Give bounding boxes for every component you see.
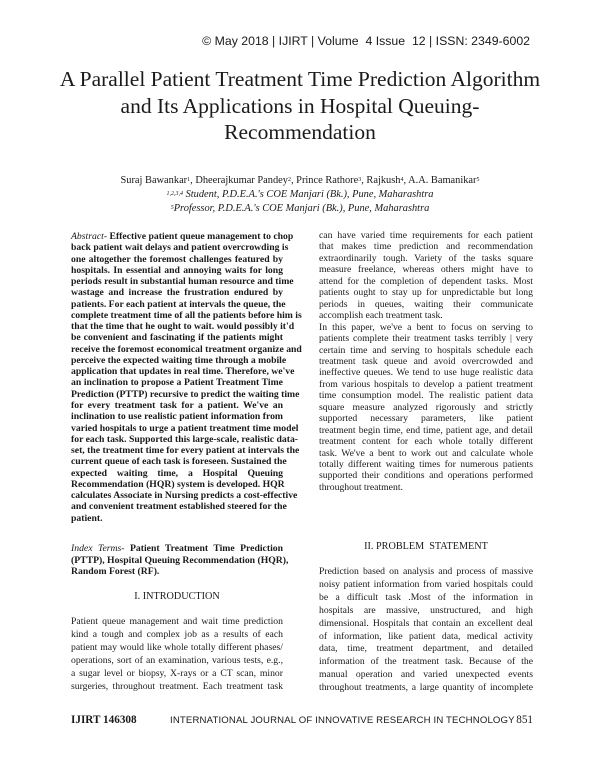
running-header: © May 2018 | IJIRT | Volume 4 Issue 12 | ISSN: 2349-6002: [202, 34, 530, 48]
affiliation-text: Student, P.D.E.A.'s COE Manjari (Bk.), Pune, Maharashtra: [182, 189, 434, 200]
line-text: patients ought to stay up for unpredictable but long: [319, 287, 533, 299]
text-line: [71, 513, 283, 524]
line-text: Prediction based on analysis and process of massive: [319, 566, 533, 577]
line-text: that the time that he ought to wait. would possibly it'd: [71, 321, 295, 333]
text-line: [319, 592, 533, 605]
text-line: [71, 543, 283, 555]
text-line: [71, 490, 298, 502]
line-text: of information, like patient data, medical activity: [319, 630, 533, 642]
text-line: [319, 333, 533, 344]
line-text: data, time, treatment department, and detailed: [319, 643, 533, 655]
author-name: Dheerajkumar Pandey: [195, 175, 288, 186]
title-line: Recommendation: [224, 120, 376, 144]
line-text: from various hospitals to develop a patient treatment: [319, 378, 533, 390]
line-text: be a difficult task .Most of the information in: [319, 591, 533, 603]
line-text: supported their conditions and operations performed: [319, 470, 533, 482]
line-text: hospitals. In essential and annoying waits for long: [71, 264, 283, 276]
section-heading-introduction: I. INTRODUCTION: [134, 591, 220, 602]
line-text: for each task. Supported this large-scale, realistic data-: [71, 433, 299, 445]
page-number: 851: [516, 714, 533, 726]
line-text: patients complete their treatment tasks terribly | very: [319, 333, 533, 345]
line-text: one altogether the foremost challenges featured by: [71, 253, 283, 265]
text-line: [71, 433, 299, 445]
affiliation-sup: 1,2,3,4: [166, 191, 183, 197]
text-line: [319, 656, 533, 669]
text-line: [319, 566, 533, 579]
line-text: be convenient and fascinating if the patients might: [71, 332, 283, 344]
line-text: back patient wait delays and patient overcrowding is: [71, 242, 289, 254]
affiliation-text: Professor, P.D.E.A.'s COE Manjari (Bk.), Pune, Maharashtra: [173, 203, 430, 214]
text-line: [319, 253, 533, 264]
line-text: throughout treatments, a large quantity of incomplete: [319, 682, 533, 694]
footer-paper-id: IJIRT 146308: [71, 714, 137, 726]
text-line: [319, 241, 533, 252]
text-line: [71, 616, 283, 629]
section-heading-problem-statement: II. PROBLEM STATEMENT: [364, 541, 488, 552]
line-text: Patient queue management and wait time prediction: [71, 616, 283, 627]
line-text: Patient Treatment Time Prediction: [124, 543, 283, 554]
line-text: treatment task queue and avoid overcrowded and: [319, 355, 533, 367]
line-text: extraordinarily tough. Variety of the tasks square: [319, 252, 533, 264]
author-name: A.A. Bamanikar: [408, 175, 477, 186]
line-text: set, the treatment time for every patient at intervals the: [71, 445, 300, 457]
text-line: [71, 501, 287, 513]
text-line: [319, 436, 533, 447]
line-text: time consumption model. The realistic patient data: [319, 390, 533, 402]
line-text: expected waiting time, a Hospital Queuing: [71, 467, 283, 479]
text-line: [71, 309, 302, 321]
line-text: dimensional. Hospitals that contain an excellent deal: [319, 617, 533, 629]
line-text: kind a tough and complex job as a results of each: [71, 628, 283, 640]
text-line: [319, 264, 533, 275]
affiliation-students: [60, 188, 540, 202]
line-text: calculates Associate in Nursing predicts a cost-effective: [71, 490, 298, 502]
text-line: [319, 379, 533, 390]
text-line: [319, 470, 533, 481]
line-text: patient.: [71, 512, 103, 524]
text-line: [319, 579, 533, 592]
body-paragraph: [319, 230, 533, 322]
line-text: patients. For each patient at intervals the queue, the: [71, 298, 286, 310]
line-text: application that updates in real time. Therefore, we've: [71, 366, 295, 378]
line-text: an inclination to propose a Patient Treatment Time: [71, 377, 283, 389]
line-text: can have varied time requirements for each patient: [319, 230, 533, 241]
line-text: periods result in substantial human resource and time: [71, 276, 294, 288]
line-text: receive the foremost economical treatment organize and: [71, 343, 302, 355]
text-line: [319, 482, 533, 493]
index-terms-label: Index Terms-: [71, 543, 125, 554]
author-affiliation-sup: 1: [187, 177, 191, 183]
text-line: [71, 400, 283, 411]
text-line: [319, 605, 533, 618]
text-line: [71, 388, 300, 400]
line-text: manual operation and varied unexpected events: [319, 669, 533, 681]
abstract: [71, 231, 302, 524]
author-name: Suraj Bawankar: [120, 175, 188, 186]
line-text: inclination to use realistic patient information from: [71, 411, 283, 423]
line-text: In this paper, we've a bent to focus on serving to: [319, 321, 533, 333]
text-line: [319, 682, 533, 695]
line-text: noisy patient information from varied hospitals could: [319, 578, 533, 590]
text-line: [319, 618, 533, 631]
line-text: and convenient treatment established steered for the: [71, 501, 287, 513]
text-line: [319, 631, 533, 644]
text-line: [71, 298, 286, 310]
text-line: [319, 669, 533, 682]
text-line: [319, 345, 533, 356]
line-text: hospitals are massive, unstructured, and high: [319, 604, 533, 616]
text-line: [71, 422, 299, 434]
author-block: [60, 174, 540, 216]
text-line: [71, 668, 283, 681]
text-line: [71, 366, 295, 378]
line-text: varied hospitals to urge a patient treatment time model: [71, 422, 299, 434]
text-line: [71, 354, 287, 366]
introduction-paragraph: [71, 616, 283, 693]
text-line: [319, 459, 533, 470]
line-text: (PTTP), Hospital Queuing Recommendation (HQR),: [71, 554, 289, 566]
author-affiliation-sup: 5: [476, 177, 480, 183]
text-line: [71, 332, 283, 343]
line-text: accomplish each treatment task.: [319, 310, 443, 322]
line-text: ineffective queues. We tend to use huge realistic data: [319, 367, 533, 379]
text-line: [319, 230, 533, 241]
line-text: Recommendation (HQR) system is developed. HQR: [71, 478, 285, 490]
text-line: [319, 413, 533, 424]
text-line: [319, 322, 533, 333]
author-affiliation-sup: 4: [400, 177, 404, 183]
text-line: [71, 681, 283, 694]
text-line: [71, 655, 283, 668]
text-line: [71, 445, 300, 457]
line-text: treatment begin time, end time, patient age, and detail: [319, 424, 533, 436]
line-text: a sugar level or biopsy, X-rays or a CT scan, minor: [71, 667, 283, 679]
line-text: for every treatment task for a patient. We've an: [71, 399, 283, 411]
line-text: wastage and increase the frustration endured by: [71, 287, 283, 299]
affiliation-professor: [60, 202, 540, 216]
problem-statement-paragraph: [319, 566, 533, 695]
line-text: Effective patient queue management to chop: [107, 231, 294, 242]
abstract-label: Abstract-: [71, 231, 108, 242]
line-text: perceive the expected waiting time through a mobile: [71, 354, 287, 366]
line-text: Prediction (PTTP) recursive to predict the waiting time: [71, 388, 300, 400]
line-text: attend for the completion of dependent tasks. Most: [319, 275, 533, 287]
text-line: [319, 367, 533, 378]
line-text: treatment content for each whole totally different: [319, 436, 533, 448]
text-line: [71, 254, 283, 265]
line-text: information of the treatment task. Because of the: [319, 656, 533, 668]
text-line: [71, 287, 283, 298]
author-affiliation-sup: 2: [287, 177, 291, 183]
text-line: [71, 377, 283, 388]
line-text: that makes time prediction and recommendation: [319, 241, 533, 253]
text-line: [71, 242, 289, 254]
text-line: [71, 642, 283, 655]
text-line: [71, 468, 283, 479]
text-line: [71, 479, 283, 490]
text-line: [319, 448, 533, 459]
line-text: periods in queues, waiting their communicate: [319, 298, 533, 310]
text-line: [319, 356, 533, 367]
line-text: certain time and serving to hospitals schedule each: [319, 344, 533, 356]
line-text: totally different waiting times for numerous patients: [319, 459, 533, 471]
text-line: [71, 411, 283, 422]
line-text: task. We've a bent to work out and calculate whole: [319, 447, 533, 459]
text-line: [319, 276, 533, 287]
line-text: patient may would like whole totally different phases/: [71, 641, 283, 653]
title-line: A Parallel Patient Treatment Time Prediction Algorithm: [59, 67, 541, 91]
text-line: [71, 554, 289, 567]
author-affiliation-sup: 3: [358, 177, 362, 183]
text-line: [71, 566, 283, 578]
affiliation-sup: 5: [170, 205, 174, 211]
text-line: [71, 321, 295, 333]
title-line: and Its Applications in Hospital Queuing-: [120, 93, 480, 118]
text-line: [71, 456, 287, 468]
line-text: current queue of each task is foreseen. Sustained the: [71, 456, 287, 468]
author-name: Prince Rathore: [296, 175, 359, 186]
line-text: Random Forest (RF).: [71, 566, 160, 578]
line-text: complete treatment time of all the patients before him is: [71, 309, 302, 321]
text-line: [319, 425, 533, 436]
text-line: [319, 390, 533, 401]
line-text: throughout treatment.: [319, 481, 403, 493]
text-line: [71, 265, 283, 276]
body-paragraph: [319, 322, 533, 494]
text-line: [71, 276, 294, 288]
text-line: [71, 231, 294, 242]
text-line: [71, 629, 283, 642]
text-line: [71, 343, 302, 355]
line-text: supported necessary parameters, like patient: [319, 413, 533, 425]
text-line: [319, 310, 533, 321]
line-text: surgeries, throughout treatment. Each treatment task: [71, 680, 283, 692]
author-list: Suraj Bawankar$^1$, Dheerajkumar Pandey$^2$, Prince Rathore$^3$, Rajkush$^4$, A.A. Bamanikar$^5$: [120, 175, 480, 186]
text-line: [319, 287, 533, 298]
line-text: measure freelance, whereas others might have to: [319, 264, 533, 276]
line-text: square measure analyzed rigorously and strictly: [319, 401, 533, 413]
text-line: [319, 299, 533, 310]
text-line: [319, 643, 533, 656]
text-line: [319, 402, 533, 413]
footer-journal-name: INTERNATIONAL JOURNAL OF INNOVATIVE RESEARCH IN TECHNOLOGY: [170, 715, 515, 726]
line-text: operations, sort of an examination, various tests, e.g.,: [71, 654, 283, 666]
index-terms: [71, 543, 289, 578]
author-name: Rajkush: [366, 175, 401, 186]
paper-title: [40, 66, 560, 146]
